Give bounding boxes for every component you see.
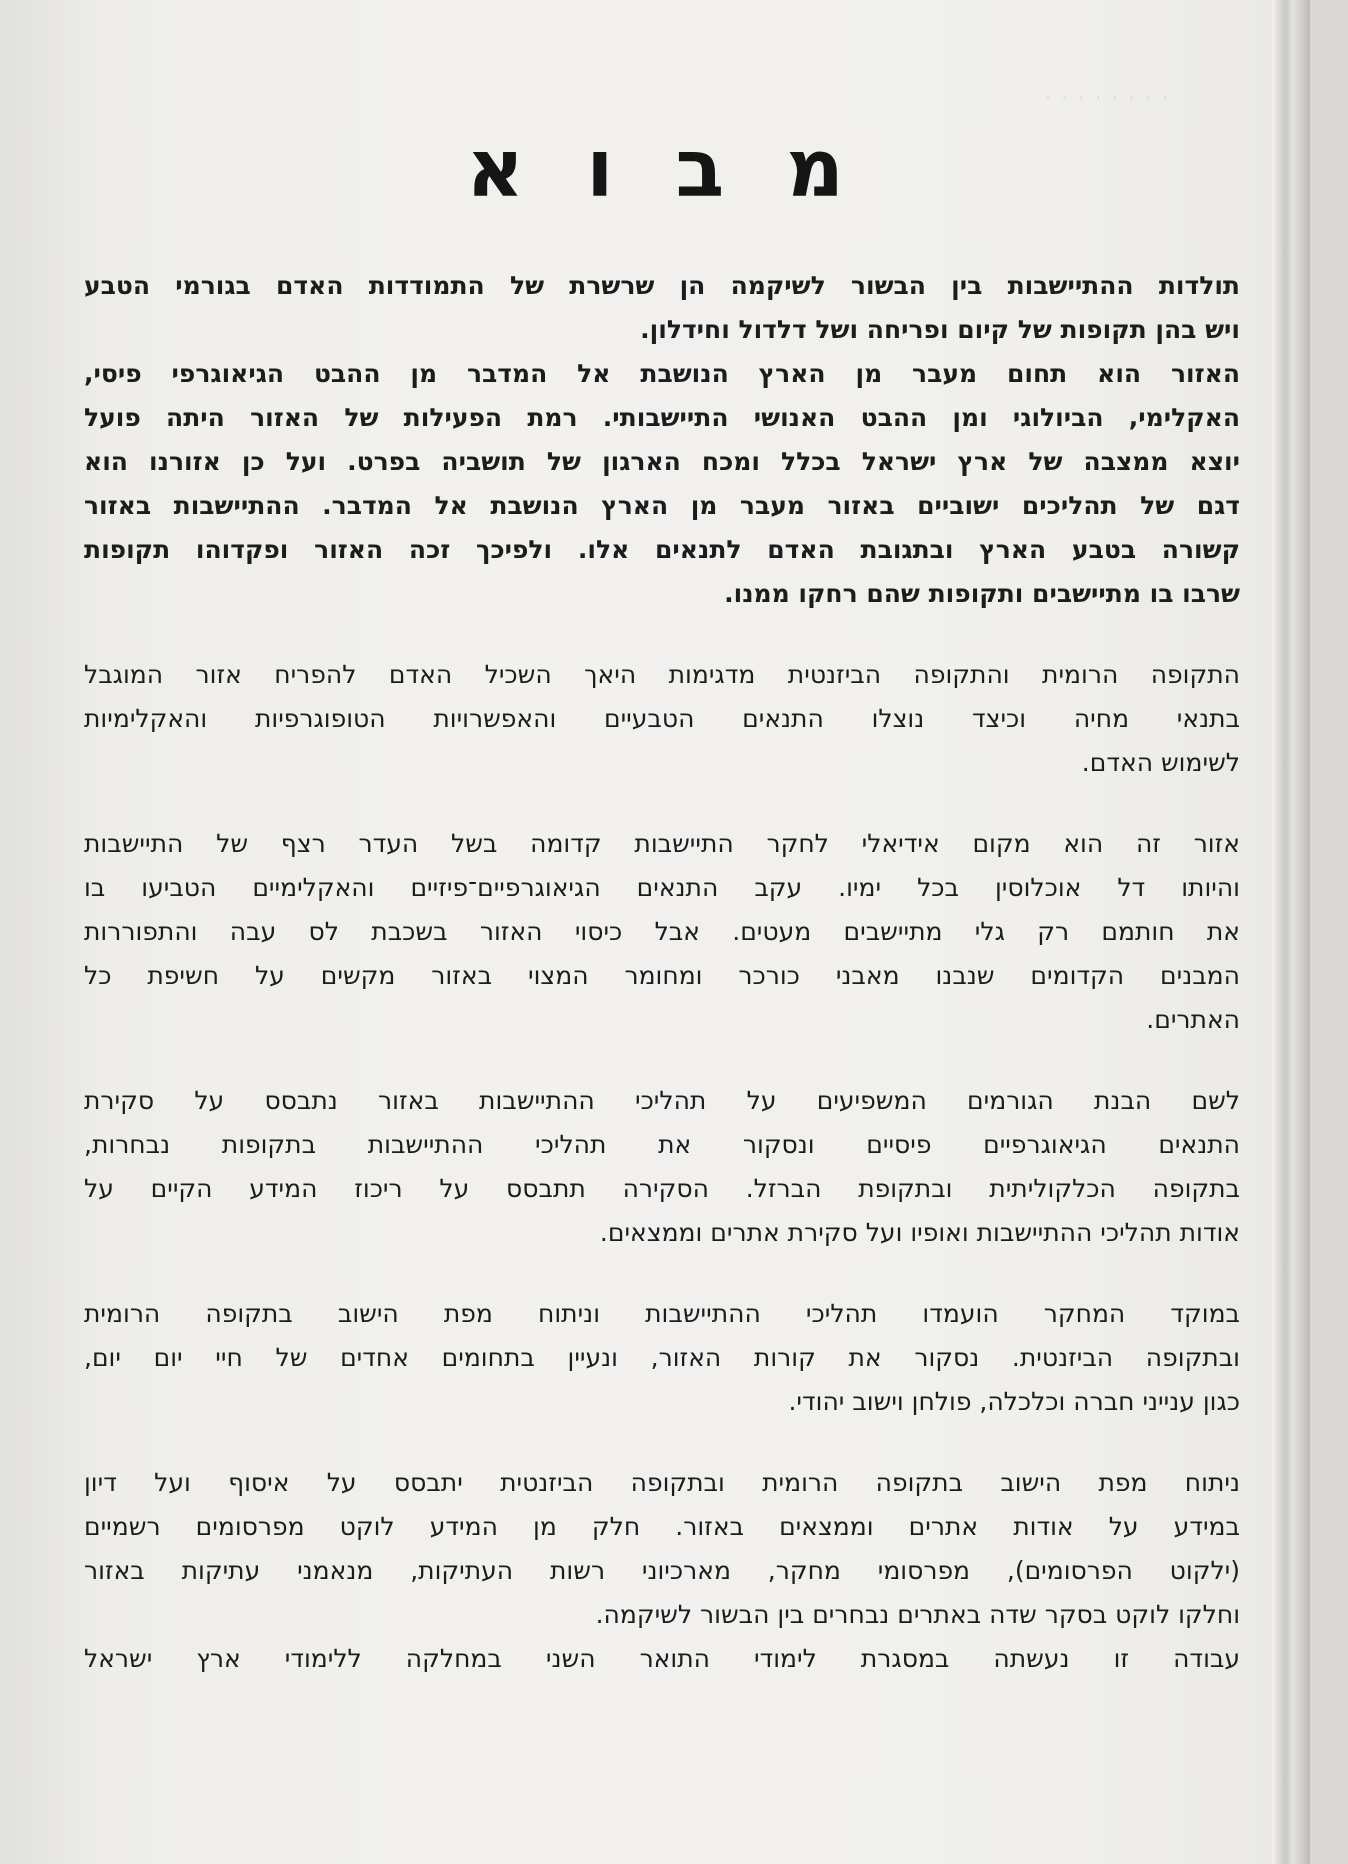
paragraph-5 — [84, 1292, 1240, 1424]
text-line: לשם הבנת הגורמים המשפיעים על תהליכי ההתיישבות באזור נתבסס על סקירת — [84, 1086, 1240, 1115]
page-body — [84, 264, 1240, 1718]
book-binding-edge — [1272, 0, 1310, 1864]
text-line: ובתקופה הביזנטית. נסקור את קורות האזור, ונעיין בתחומים אחדים של חיי יום יום, — [84, 1343, 1240, 1372]
text-line: יוצא ממצבה של ארץ ישראל בכלל ומכח הארגון של תושביה בפרט. ועל כן אזורנו הוא — [84, 447, 1240, 476]
text-line: ויש בהן תקופות של קיום ופריחה ושל דלדול וחידלון. — [640, 315, 1240, 344]
text-line: כגון ענייני חברה וכלכלה, פולחן וישוב יהודי. — [788, 1387, 1240, 1416]
text-line: קשורה בטבע הארץ ובתגובת האדם לתנאים אלו. ולפיכך זכה האזור ופקדוהו תקופות — [84, 535, 1240, 564]
paragraph-1 — [84, 264, 1240, 616]
paragraph-2 — [84, 653, 1240, 785]
text-line: את חותמם רק גלי מתיישבים מעטים. אבל כיסוי האזור בשכבת לס עבה והתפוררות — [84, 917, 1240, 946]
text-line: אזור זה הוא מקום אידיאלי לחקר התיישבות קדומה בשל העדר רצף של התיישבות — [84, 829, 1240, 858]
text-line: בתקופה הכלקוליתית ובתקופת הברזל. הסקירה תתבסס על ריכוז המידע הקיים על — [84, 1174, 1240, 1203]
text-line: המבנים הקדומים שנבנו מאבני כורכר ומחומר המצוי באזור מקשים על חשיפת כל — [84, 961, 1240, 990]
text-line: אודות תהליכי ההתיישבות ואופיו ועל סקירת אתרים וממצאים. — [599, 1218, 1240, 1247]
text-line: האקלימי, הביולוגי ומן ההבט האנושי התיישבותי. רמת הפעילות של האזור היתה פועל — [84, 403, 1240, 432]
text-line: האזור הוא תחום מעבר מן הארץ הנושבת אל המדבר מן ההבט הגיאוגרפי פיסי, — [84, 359, 1240, 388]
paragraph-3 — [84, 822, 1240, 1042]
text-line: התנאים הגיאוגרפיים פיסיים ונסקור את תהליכי ההתיישבות בתקופות נבחרות, — [84, 1130, 1240, 1159]
text-line: ניתוח מפת הישוב בתקופה הרומית ובתקופה הביזנטית יתבסס על איסוף ועל דיון — [84, 1468, 1240, 1497]
text-line: האתרים. — [1146, 1005, 1240, 1034]
text-line: דגם של תהליכים ישוביים באזור מעבר מן הארץ הנושבת אל המדבר. ההתיישבות באזור — [84, 491, 1240, 520]
paragraph-6 — [84, 1461, 1240, 1681]
bleed-through-text: · · · · · · · · — [1044, 86, 1170, 110]
page-title: מ ב ו א — [466, 121, 844, 215]
text-line: (ילקוט הפרסומים), מפרסומי מחקר, מארכיוני רשות העתיקות, מנאמני עתיקות באזור — [84, 1556, 1240, 1585]
text-line: והיותו דל אוכלוסין בכל ימיו. עקב התנאים הגיאוגרפיים־פיזיים והאקלימיים הטביעו בו — [84, 873, 1240, 902]
paragraph-4 — [84, 1079, 1240, 1255]
text-line: וחלקו לוקט בסקר שדה באתרים נבחרים בין הבשור לשיקמה. — [595, 1600, 1240, 1629]
text-line: בתנאי מחיה וכיצד נוצלו התנאים הטבעיים והאפשרויות הטופוגרפיות והאקלימיות — [84, 704, 1240, 733]
text-line: במוקד המחקר הועמדו תהליכי ההתיישבות וניתוח מפת הישוב בתקופה הרומית — [84, 1299, 1240, 1328]
text-line: במידע על אודות אתרים וממצאים באזור. חלק מן המידע לוקט מפרסומים רשמיים — [84, 1512, 1240, 1541]
text-line: שרבו בו מתיישבים ותקופות שהם רחקו ממנו. — [724, 579, 1240, 608]
text-line: לשימוש האדם. — [1081, 748, 1240, 777]
text-line: תולדות ההתיישבות בין הבשור לשיקמה הן שרשרת של התמודדות האדם בגורמי הטבע — [84, 271, 1240, 300]
text-line: עבודה זו נעשתה במסגרת לימודי התואר השני במחלקה ללימודי ארץ ישראל — [84, 1644, 1240, 1673]
text-line: התקופה הרומית והתקופה הביזנטית מדגימות היאך השכיל האדם להפריח אזור המוגבל — [84, 660, 1240, 689]
